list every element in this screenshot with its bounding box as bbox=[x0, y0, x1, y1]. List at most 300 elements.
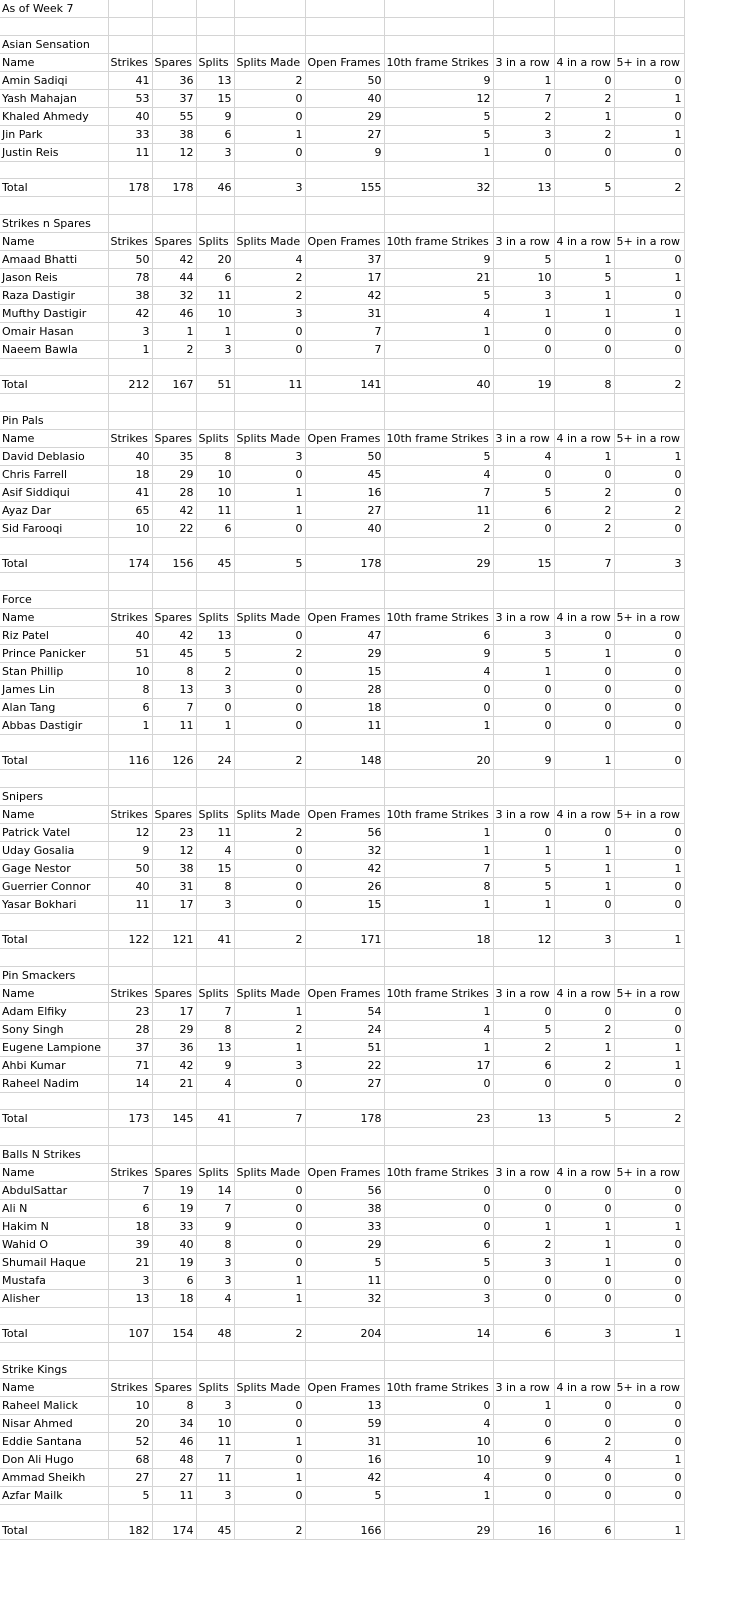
empty-cell[interactable] bbox=[554, 949, 614, 967]
stat-cell[interactable]: 3 bbox=[493, 1253, 554, 1271]
empty-cell[interactable] bbox=[614, 358, 684, 376]
player-name[interactable]: Raza Dastigir bbox=[0, 286, 108, 304]
stat-cell[interactable]: 4 bbox=[234, 250, 305, 268]
column-header[interactable]: 5+ in a row bbox=[614, 232, 684, 250]
stat-cell[interactable]: 2 bbox=[234, 644, 305, 662]
stat-cell[interactable]: 31 bbox=[305, 304, 384, 322]
stat-cell[interactable]: 33 bbox=[152, 1217, 196, 1235]
empty-cell[interactable] bbox=[305, 1092, 384, 1110]
stat-cell[interactable]: 36 bbox=[152, 1038, 196, 1056]
empty-cell[interactable] bbox=[152, 1145, 196, 1163]
column-header[interactable]: 4 in a row bbox=[554, 1163, 614, 1181]
stat-cell[interactable]: 2 bbox=[234, 823, 305, 841]
stat-cell[interactable]: 1 bbox=[614, 447, 684, 465]
column-header[interactable]: 4 in a row bbox=[554, 232, 614, 250]
stat-cell[interactable]: 38 bbox=[152, 125, 196, 143]
player-name[interactable]: Yasar Bokhari bbox=[0, 895, 108, 913]
player-name[interactable]: Mufthy Dastigir bbox=[0, 304, 108, 322]
stat-cell[interactable]: 28 bbox=[152, 483, 196, 501]
player-name[interactable]: Naeem Bawla bbox=[0, 340, 108, 358]
column-header[interactable]: Splits Made bbox=[234, 984, 305, 1002]
empty-cell[interactable] bbox=[305, 1343, 384, 1361]
empty-cell[interactable] bbox=[0, 913, 108, 931]
stat-cell[interactable]: 0 bbox=[554, 680, 614, 698]
column-header[interactable]: Splits bbox=[196, 232, 234, 250]
stat-cell[interactable]: 0 bbox=[554, 662, 614, 680]
column-header[interactable]: Name bbox=[0, 429, 108, 447]
column-header[interactable]: Splits bbox=[196, 805, 234, 823]
stat-cell[interactable]: 40 bbox=[305, 89, 384, 107]
column-header[interactable]: 10th frame Strikes bbox=[384, 608, 493, 626]
empty-cell[interactable] bbox=[384, 1307, 493, 1325]
stat-cell[interactable]: 1 bbox=[384, 823, 493, 841]
stat-cell[interactable]: 40 bbox=[108, 107, 152, 125]
stat-cell[interactable]: 2 bbox=[554, 89, 614, 107]
stat-cell[interactable]: 31 bbox=[152, 877, 196, 895]
empty-cell[interactable] bbox=[614, 913, 684, 931]
stat-cell[interactable]: 3 bbox=[493, 626, 554, 644]
empty-cell[interactable] bbox=[614, 1343, 684, 1361]
empty-cell[interactable] bbox=[234, 214, 305, 232]
stat-cell[interactable]: 40 bbox=[152, 1235, 196, 1253]
empty-cell[interactable] bbox=[305, 537, 384, 555]
empty-cell[interactable] bbox=[493, 214, 554, 232]
stat-cell[interactable]: 40 bbox=[108, 626, 152, 644]
player-name[interactable]: Sid Farooqi bbox=[0, 519, 108, 537]
empty-cell[interactable] bbox=[305, 0, 384, 18]
stat-cell[interactable]: 18 bbox=[305, 698, 384, 716]
stat-cell[interactable]: 13 bbox=[152, 680, 196, 698]
stat-cell[interactable]: 2 bbox=[554, 1432, 614, 1450]
column-header[interactable]: Open Frames bbox=[305, 805, 384, 823]
stat-cell[interactable]: 8 bbox=[196, 447, 234, 465]
stat-cell[interactable]: 2 bbox=[493, 1235, 554, 1253]
empty-cell[interactable] bbox=[614, 18, 684, 36]
empty-cell[interactable] bbox=[108, 573, 152, 591]
stat-cell[interactable]: 0 bbox=[384, 1396, 493, 1414]
column-header[interactable]: 3 in a row bbox=[493, 1163, 554, 1181]
empty-cell[interactable] bbox=[108, 394, 152, 412]
empty-cell[interactable] bbox=[234, 734, 305, 752]
stat-cell[interactable]: 3 bbox=[493, 125, 554, 143]
stat-cell[interactable]: 14 bbox=[108, 1074, 152, 1092]
stat-cell[interactable]: 1 bbox=[493, 841, 554, 859]
empty-cell[interactable] bbox=[234, 197, 305, 215]
total-cell[interactable]: 29 bbox=[384, 555, 493, 573]
stat-cell[interactable]: 9 bbox=[305, 143, 384, 161]
column-header[interactable]: Splits bbox=[196, 608, 234, 626]
stat-cell[interactable]: 19 bbox=[152, 1181, 196, 1199]
column-header[interactable]: Open Frames bbox=[305, 1378, 384, 1396]
stat-cell[interactable]: 0 bbox=[234, 1253, 305, 1271]
stat-cell[interactable]: 6 bbox=[152, 1271, 196, 1289]
empty-cell[interactable] bbox=[614, 537, 684, 555]
column-header[interactable]: Splits bbox=[196, 429, 234, 447]
stat-cell[interactable]: 51 bbox=[305, 1038, 384, 1056]
stat-cell[interactable]: 0 bbox=[554, 71, 614, 89]
stat-cell[interactable]: 21 bbox=[108, 1253, 152, 1271]
stat-cell[interactable]: 1 bbox=[384, 1002, 493, 1020]
total-cell[interactable]: 155 bbox=[305, 179, 384, 197]
empty-cell[interactable] bbox=[234, 1307, 305, 1325]
stat-cell[interactable]: 1 bbox=[554, 1253, 614, 1271]
stat-cell[interactable]: 31 bbox=[305, 1432, 384, 1450]
total-cell[interactable]: 178 bbox=[152, 179, 196, 197]
column-header[interactable]: 5+ in a row bbox=[614, 429, 684, 447]
empty-cell[interactable] bbox=[493, 573, 554, 591]
stat-cell[interactable]: 19 bbox=[152, 1253, 196, 1271]
empty-cell[interactable] bbox=[554, 590, 614, 608]
empty-cell[interactable] bbox=[493, 394, 554, 412]
stat-cell[interactable]: 5 bbox=[305, 1253, 384, 1271]
empty-cell[interactable] bbox=[196, 537, 234, 555]
stat-cell[interactable]: 7 bbox=[305, 322, 384, 340]
stat-cell[interactable]: 6 bbox=[108, 1199, 152, 1217]
stat-cell[interactable]: 0 bbox=[493, 1414, 554, 1432]
stat-cell[interactable]: 9 bbox=[384, 71, 493, 89]
total-cell[interactable]: 5 bbox=[234, 555, 305, 573]
stat-cell[interactable]: 50 bbox=[108, 859, 152, 877]
stat-cell[interactable]: 2 bbox=[554, 1020, 614, 1038]
column-header[interactable]: 5+ in a row bbox=[614, 805, 684, 823]
empty-cell[interactable] bbox=[108, 537, 152, 555]
empty-cell[interactable] bbox=[614, 1145, 684, 1163]
stat-cell[interactable]: 10 bbox=[108, 519, 152, 537]
stat-cell[interactable]: 1 bbox=[614, 268, 684, 286]
empty-cell[interactable] bbox=[0, 1092, 108, 1110]
stat-cell[interactable]: 42 bbox=[305, 286, 384, 304]
total-cell[interactable]: 3 bbox=[234, 179, 305, 197]
total-cell[interactable]: 8 bbox=[554, 376, 614, 394]
total-cell[interactable]: 1 bbox=[614, 931, 684, 949]
empty-cell[interactable] bbox=[554, 734, 614, 752]
column-header[interactable]: Open Frames bbox=[305, 232, 384, 250]
stat-cell[interactable]: 0 bbox=[554, 1414, 614, 1432]
empty-cell[interactable] bbox=[234, 394, 305, 412]
stat-cell[interactable]: 78 bbox=[108, 268, 152, 286]
stat-cell[interactable]: 2 bbox=[234, 268, 305, 286]
empty-cell[interactable] bbox=[0, 1504, 108, 1522]
stat-cell[interactable]: 4 bbox=[384, 1020, 493, 1038]
total-cell[interactable]: 20 bbox=[384, 752, 493, 770]
empty-cell[interactable] bbox=[305, 949, 384, 967]
column-header[interactable]: 5+ in a row bbox=[614, 984, 684, 1002]
empty-cell[interactable] bbox=[554, 573, 614, 591]
stat-cell[interactable]: 0 bbox=[196, 698, 234, 716]
stat-cell[interactable]: 0 bbox=[614, 519, 684, 537]
column-header[interactable]: Splits Made bbox=[234, 805, 305, 823]
player-name[interactable]: Alan Tang bbox=[0, 698, 108, 716]
stat-cell[interactable]: 17 bbox=[384, 1056, 493, 1074]
empty-cell[interactable] bbox=[234, 1504, 305, 1522]
empty-cell[interactable] bbox=[196, 573, 234, 591]
stat-cell[interactable]: 0 bbox=[234, 716, 305, 734]
column-header[interactable]: Splits Made bbox=[234, 608, 305, 626]
stat-cell[interactable]: 19 bbox=[152, 1199, 196, 1217]
empty-cell[interactable] bbox=[196, 770, 234, 788]
stat-cell[interactable]: 42 bbox=[152, 626, 196, 644]
total-label[interactable]: Total bbox=[0, 1110, 108, 1128]
stat-cell[interactable]: 32 bbox=[305, 1289, 384, 1307]
stat-cell[interactable]: 0 bbox=[493, 1289, 554, 1307]
stat-cell[interactable]: 15 bbox=[196, 859, 234, 877]
stat-cell[interactable]: 5 bbox=[384, 125, 493, 143]
column-header[interactable]: Name bbox=[0, 53, 108, 71]
stat-cell[interactable]: 0 bbox=[614, 716, 684, 734]
stat-cell[interactable]: 59 bbox=[305, 1414, 384, 1432]
stat-cell[interactable]: 2 bbox=[234, 286, 305, 304]
stat-cell[interactable]: 0 bbox=[554, 340, 614, 358]
player-name[interactable]: Shumail Haque bbox=[0, 1253, 108, 1271]
empty-cell[interactable] bbox=[152, 1307, 196, 1325]
stat-cell[interactable]: 3 bbox=[108, 322, 152, 340]
total-cell[interactable]: 2 bbox=[234, 931, 305, 949]
stat-cell[interactable]: 10 bbox=[384, 1450, 493, 1468]
empty-cell[interactable] bbox=[152, 1504, 196, 1522]
empty-cell[interactable] bbox=[234, 787, 305, 805]
total-cell[interactable]: 2 bbox=[234, 1325, 305, 1343]
stat-cell[interactable]: 5 bbox=[305, 1486, 384, 1504]
empty-cell[interactable] bbox=[554, 770, 614, 788]
stat-cell[interactable]: 27 bbox=[108, 1468, 152, 1486]
stat-cell[interactable]: 1 bbox=[196, 322, 234, 340]
stat-cell[interactable]: 1 bbox=[152, 322, 196, 340]
stat-cell[interactable]: 4 bbox=[554, 1450, 614, 1468]
empty-cell[interactable] bbox=[0, 197, 108, 215]
stat-cell[interactable]: 11 bbox=[152, 1486, 196, 1504]
stat-cell[interactable]: 0 bbox=[554, 1468, 614, 1486]
total-cell[interactable]: 46 bbox=[196, 179, 234, 197]
empty-cell[interactable] bbox=[234, 1128, 305, 1146]
stat-cell[interactable]: 0 bbox=[234, 1181, 305, 1199]
stat-cell[interactable]: 1 bbox=[234, 483, 305, 501]
empty-cell[interactable] bbox=[493, 358, 554, 376]
empty-cell[interactable] bbox=[196, 0, 234, 18]
stat-cell[interactable]: 0 bbox=[554, 465, 614, 483]
stat-cell[interactable]: 0 bbox=[614, 1181, 684, 1199]
stat-cell[interactable]: 28 bbox=[108, 1020, 152, 1038]
total-cell[interactable]: 18 bbox=[384, 931, 493, 949]
total-cell[interactable]: 6 bbox=[554, 1522, 614, 1540]
stat-cell[interactable]: 6 bbox=[493, 1056, 554, 1074]
stat-cell[interactable]: 32 bbox=[152, 286, 196, 304]
stat-cell[interactable]: 1 bbox=[384, 895, 493, 913]
stat-cell[interactable]: 1 bbox=[554, 107, 614, 125]
stat-cell[interactable]: 0 bbox=[614, 841, 684, 859]
stat-cell[interactable]: 5 bbox=[493, 483, 554, 501]
stat-cell[interactable]: 11 bbox=[108, 143, 152, 161]
empty-cell[interactable] bbox=[152, 1128, 196, 1146]
empty-cell[interactable] bbox=[554, 197, 614, 215]
empty-cell[interactable] bbox=[493, 913, 554, 931]
empty-cell[interactable] bbox=[196, 1360, 234, 1378]
column-header[interactable]: 5+ in a row bbox=[614, 1163, 684, 1181]
empty-cell[interactable] bbox=[305, 1307, 384, 1325]
stat-cell[interactable]: 0 bbox=[614, 71, 684, 89]
stat-cell[interactable]: 1 bbox=[234, 125, 305, 143]
stat-cell[interactable]: 42 bbox=[108, 304, 152, 322]
empty-cell[interactable] bbox=[152, 214, 196, 232]
empty-cell[interactable] bbox=[614, 0, 684, 18]
empty-cell[interactable] bbox=[196, 1092, 234, 1110]
total-cell[interactable]: 51 bbox=[196, 376, 234, 394]
stat-cell[interactable]: 45 bbox=[305, 465, 384, 483]
total-cell[interactable]: 121 bbox=[152, 931, 196, 949]
total-cell[interactable]: 1 bbox=[554, 752, 614, 770]
empty-cell[interactable] bbox=[305, 35, 384, 53]
stat-cell[interactable]: 0 bbox=[493, 1181, 554, 1199]
empty-cell[interactable] bbox=[0, 18, 108, 36]
stat-cell[interactable]: 13 bbox=[196, 1038, 234, 1056]
column-header[interactable]: Splits bbox=[196, 1163, 234, 1181]
empty-cell[interactable] bbox=[152, 411, 196, 429]
team-name[interactable]: Balls N Strikes bbox=[0, 1145, 108, 1163]
empty-cell[interactable] bbox=[384, 358, 493, 376]
stat-cell[interactable]: 13 bbox=[196, 626, 234, 644]
stat-cell[interactable]: 3 bbox=[196, 1396, 234, 1414]
total-cell[interactable]: 3 bbox=[614, 555, 684, 573]
player-name[interactable]: Chris Farrell bbox=[0, 465, 108, 483]
empty-cell[interactable] bbox=[0, 1307, 108, 1325]
column-header[interactable]: 4 in a row bbox=[554, 1378, 614, 1396]
stat-cell[interactable]: 0 bbox=[554, 716, 614, 734]
stat-cell[interactable]: 33 bbox=[108, 125, 152, 143]
stat-cell[interactable]: 0 bbox=[234, 143, 305, 161]
stat-cell[interactable]: 7 bbox=[384, 859, 493, 877]
column-header[interactable]: Name bbox=[0, 805, 108, 823]
empty-cell[interactable] bbox=[614, 770, 684, 788]
empty-cell[interactable] bbox=[108, 1307, 152, 1325]
empty-cell[interactable] bbox=[384, 18, 493, 36]
stat-cell[interactable]: 32 bbox=[305, 841, 384, 859]
stat-cell[interactable]: 9 bbox=[108, 841, 152, 859]
total-cell[interactable]: 13 bbox=[493, 179, 554, 197]
empty-cell[interactable] bbox=[305, 1360, 384, 1378]
stat-cell[interactable]: 29 bbox=[305, 107, 384, 125]
player-name[interactable]: Omair Hasan bbox=[0, 322, 108, 340]
stat-cell[interactable]: 1 bbox=[234, 1289, 305, 1307]
empty-cell[interactable] bbox=[384, 537, 493, 555]
player-name[interactable]: Nisar Ahmed bbox=[0, 1414, 108, 1432]
team-name[interactable]: Strike Kings bbox=[0, 1360, 108, 1378]
total-cell[interactable]: 3 bbox=[554, 931, 614, 949]
column-header[interactable]: Splits bbox=[196, 984, 234, 1002]
empty-cell[interactable] bbox=[305, 734, 384, 752]
stat-cell[interactable]: 1 bbox=[614, 859, 684, 877]
stat-cell[interactable]: 22 bbox=[152, 519, 196, 537]
empty-cell[interactable] bbox=[152, 394, 196, 412]
stat-cell[interactable]: 1 bbox=[554, 859, 614, 877]
stat-cell[interactable]: 0 bbox=[384, 680, 493, 698]
total-cell[interactable]: 154 bbox=[152, 1325, 196, 1343]
empty-cell[interactable] bbox=[384, 161, 493, 179]
total-cell[interactable]: 0 bbox=[614, 752, 684, 770]
column-header[interactable]: Splits bbox=[196, 1378, 234, 1396]
stat-cell[interactable]: 7 bbox=[493, 89, 554, 107]
empty-cell[interactable] bbox=[234, 1360, 305, 1378]
stat-cell[interactable]: 5 bbox=[554, 268, 614, 286]
empty-cell[interactable] bbox=[196, 214, 234, 232]
column-header[interactable]: 3 in a row bbox=[493, 984, 554, 1002]
total-label[interactable]: Total bbox=[0, 1325, 108, 1343]
stat-cell[interactable]: 50 bbox=[108, 250, 152, 268]
total-cell[interactable]: 40 bbox=[384, 376, 493, 394]
stat-cell[interactable]: 4 bbox=[384, 304, 493, 322]
stat-cell[interactable]: 8 bbox=[196, 1235, 234, 1253]
stat-cell[interactable]: 0 bbox=[493, 823, 554, 841]
stat-cell[interactable]: 18 bbox=[108, 465, 152, 483]
stat-cell[interactable]: 0 bbox=[554, 1486, 614, 1504]
stat-cell[interactable]: 40 bbox=[108, 447, 152, 465]
empty-cell[interactable] bbox=[196, 1145, 234, 1163]
total-cell[interactable]: 107 bbox=[108, 1325, 152, 1343]
empty-cell[interactable] bbox=[152, 1343, 196, 1361]
empty-cell[interactable] bbox=[196, 590, 234, 608]
empty-cell[interactable] bbox=[108, 411, 152, 429]
team-name[interactable]: Force bbox=[0, 590, 108, 608]
stat-cell[interactable]: 0 bbox=[493, 1486, 554, 1504]
stat-cell[interactable]: 3 bbox=[196, 1253, 234, 1271]
total-cell[interactable]: 7 bbox=[554, 555, 614, 573]
stat-cell[interactable]: 27 bbox=[305, 1074, 384, 1092]
stat-cell[interactable]: 0 bbox=[493, 1271, 554, 1289]
column-header[interactable]: 5+ in a row bbox=[614, 608, 684, 626]
stat-cell[interactable]: 0 bbox=[384, 340, 493, 358]
empty-cell[interactable] bbox=[384, 787, 493, 805]
stat-cell[interactable]: 10 bbox=[108, 1396, 152, 1414]
column-header[interactable]: 10th frame Strikes bbox=[384, 805, 493, 823]
empty-cell[interactable] bbox=[196, 394, 234, 412]
stat-cell[interactable]: 2 bbox=[152, 340, 196, 358]
stat-cell[interactable]: 0 bbox=[234, 626, 305, 644]
total-cell[interactable]: 166 bbox=[305, 1522, 384, 1540]
stat-cell[interactable]: 0 bbox=[554, 1199, 614, 1217]
stat-cell[interactable]: 3 bbox=[108, 1271, 152, 1289]
empty-cell[interactable] bbox=[0, 1343, 108, 1361]
empty-cell[interactable] bbox=[196, 1343, 234, 1361]
total-cell[interactable]: 14 bbox=[384, 1325, 493, 1343]
empty-cell[interactable] bbox=[384, 0, 493, 18]
column-header[interactable]: 10th frame Strikes bbox=[384, 1163, 493, 1181]
stat-cell[interactable]: 16 bbox=[305, 1450, 384, 1468]
stat-cell[interactable]: 37 bbox=[152, 89, 196, 107]
stat-cell[interactable]: 0 bbox=[554, 895, 614, 913]
stat-cell[interactable]: 29 bbox=[305, 1235, 384, 1253]
total-cell[interactable]: 2 bbox=[234, 752, 305, 770]
empty-cell[interactable] bbox=[554, 966, 614, 984]
total-cell[interactable]: 116 bbox=[108, 752, 152, 770]
stat-cell[interactable]: 23 bbox=[108, 1002, 152, 1020]
empty-cell[interactable] bbox=[614, 949, 684, 967]
stat-cell[interactable]: 42 bbox=[305, 859, 384, 877]
stat-cell[interactable]: 1 bbox=[234, 1038, 305, 1056]
stat-cell[interactable]: 50 bbox=[305, 447, 384, 465]
stat-cell[interactable]: 13 bbox=[305, 1396, 384, 1414]
player-name[interactable]: Gage Nestor bbox=[0, 859, 108, 877]
stat-cell[interactable]: 10 bbox=[196, 465, 234, 483]
stat-cell[interactable]: 5 bbox=[384, 107, 493, 125]
stat-cell[interactable]: 16 bbox=[305, 483, 384, 501]
stat-cell[interactable]: 0 bbox=[234, 1414, 305, 1432]
total-cell[interactable]: 2 bbox=[614, 179, 684, 197]
column-header[interactable]: Strikes bbox=[108, 805, 152, 823]
column-header[interactable]: 4 in a row bbox=[554, 608, 614, 626]
stat-cell[interactable]: 1 bbox=[234, 1002, 305, 1020]
total-cell[interactable]: 122 bbox=[108, 931, 152, 949]
team-name[interactable]: Asian Sensation bbox=[0, 35, 108, 53]
empty-cell[interactable] bbox=[196, 35, 234, 53]
stat-cell[interactable]: 5 bbox=[384, 447, 493, 465]
